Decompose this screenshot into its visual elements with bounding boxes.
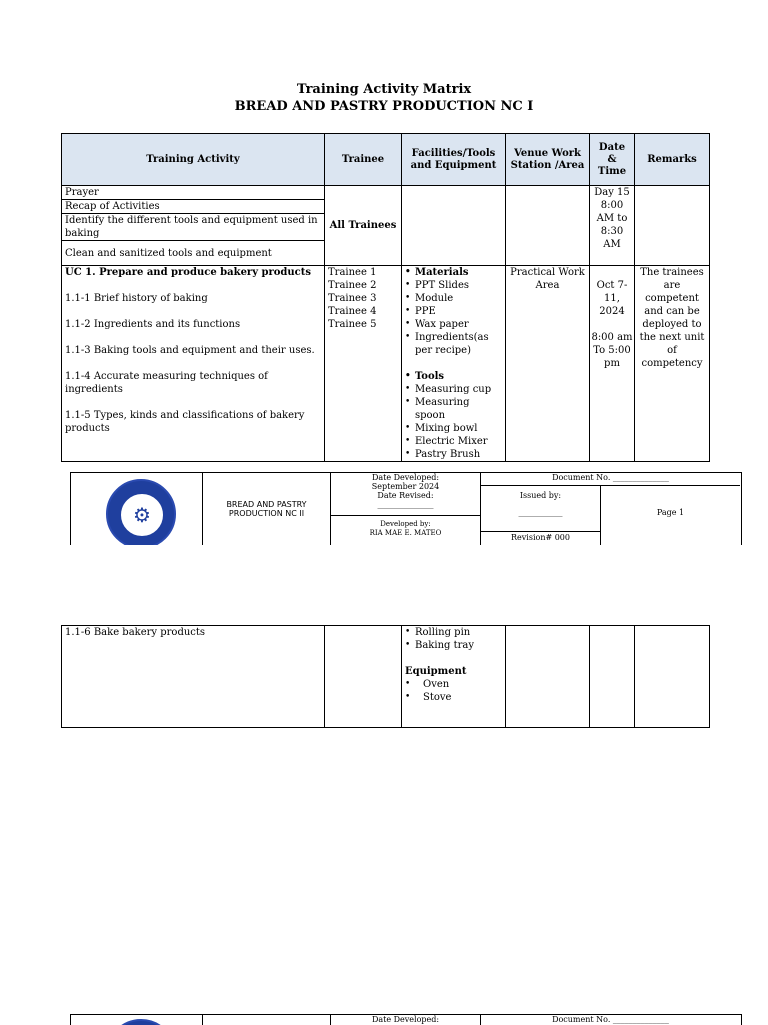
document-subtitle: BREAD AND PASTRY PRODUCTION NC I [234,99,534,114]
bake-trainee-cell [325,626,402,728]
material-item: • PPE [405,305,502,318]
footer-date-cell [331,473,481,545]
equipment-list [405,678,502,704]
material-item: • Ingredients(as per recipe) [405,331,502,357]
uc1-item: 1.1-2 Ingredients and its functions [65,319,241,330]
issued-by-label: Issued by: [519,491,562,500]
material-item: • PPT Slides [405,279,502,292]
equipment-item: • Stove [405,691,502,704]
uc1-trainees-cell [325,266,402,462]
revision-number: Revision# 000 [511,533,570,542]
page-footer-2 [70,1014,742,1025]
date-revised-label: Date Revised: [377,491,434,500]
uc1-item: 1.1-4 Accurate measuring techniques of ingredients [65,371,268,395]
tool-item: • Baking tray [405,639,502,652]
header-remarks: Remarks [635,134,710,186]
uc1-date-range: Oct 7-11, 2024 [596,280,628,317]
intro-facilities-cell [402,186,506,266]
footer-doc-cell [481,473,740,545]
trainee-name: Trainee 4 [328,306,377,317]
tools-label: • Tools [405,370,502,383]
tool-item: • Rolling pin [405,626,502,639]
header-training-activity: Training Activity [62,134,325,186]
developed-by: RIA MAE E. MATEO [369,529,442,537]
tool-item: • Pastry Brush [405,448,502,461]
table-row [62,186,710,200]
trainee-name: Trainee 5 [328,319,377,330]
date-developed: September 2024 [371,482,440,491]
bake-venue-cell [506,626,590,728]
training-matrix-continued [61,625,710,728]
table-row [62,266,710,462]
institute-logo [106,1019,176,1025]
activity-prayer: Prayer [62,186,325,200]
windmill-icon: ⚙ [133,503,151,527]
header-trainee: Trainee [325,134,402,186]
document-title: Training Activity Matrix [296,82,472,97]
footer-logo-cell [71,473,203,545]
equipment-item: • Oven [405,678,502,691]
activity-clean-tools: Clean and sanitized tools and equipment [62,241,325,266]
tool-item: • Electric Mixer [405,435,502,448]
activity-bake: 1.1-6 Bake bakery products [62,626,325,728]
materials-label: • Materials [405,266,502,279]
tools-list [405,370,502,461]
issued-by-blank: ___________ [518,508,563,517]
uc1-title: UC 1. Prepare and produce bakery products [65,267,312,278]
table-row [62,626,710,728]
page-footer [70,472,742,545]
uc1-facilities-cell [402,266,506,462]
table-header-row [62,134,710,186]
bake-remarks-cell [635,626,710,728]
uc1-item: 1.1-1 Brief history of baking [65,293,208,304]
trainee-name: Trainee 2 [328,280,377,291]
intro-date-cell: Day 15 8:00 AM to 8:30 AM [590,186,635,266]
bake-date-cell [590,626,635,728]
material-item: • Module [405,292,502,305]
document-no: Document No. ______________ [481,473,740,486]
footer-program: BREAD AND PASTRY PRODUCTION NC II [203,473,331,545]
header-date-time: Date & Time [590,134,635,186]
document-no: Document No. ______________ [552,1015,669,1024]
training-matrix-table [61,133,710,462]
all-trainees-cell: All Trainees [325,186,402,266]
page-number: Page 1 [656,508,685,517]
tools-list [405,626,502,652]
uc1-venue-cell: Practical Work Area [506,266,590,462]
tool-item: • Measuring spoon [405,396,502,422]
bake-facilities-cell [402,626,506,728]
tool-item: • Mixing bowl [405,422,502,435]
uc1-item: 1.1-5 Types, kinds and classifications of bakery products [65,410,305,434]
institute-logo [106,479,176,545]
trainee-name: Trainee 1 [328,267,377,278]
developed-by-label: Developed by: [380,520,431,528]
activity-identify-tools: Identify the different tools and equipment used in baking [62,214,325,241]
uc1-remarks-cell: The trainees are competent and can be deployed to the next unit of competency [635,266,710,462]
uc1-activity-cell [62,266,325,462]
date-revised-blank: ______________ [377,500,434,509]
material-item: • Wax paper [405,318,502,331]
intro-remarks-cell [635,186,710,266]
activity-recap: Recap of Activities [62,200,325,214]
equipment-label: Equipment [405,666,467,677]
uc1-item: 1.1-3 Baking tools and equipment and their uses. [65,345,315,356]
uc1-time-range: 8:00 am To 5:00 pm [591,332,633,369]
tool-item: • Measuring cup [405,383,502,396]
header-venue: Venue Work Station /Area [506,134,590,186]
date-developed-label: Date Developed: [371,473,440,482]
date-developed-label: Date Developed: [371,1015,440,1024]
trainee-name: Trainee 3 [328,293,377,304]
header-facilities: Facilities/Tools and Equipment [402,134,506,186]
uc1-date-cell [590,266,635,462]
materials-list [405,266,502,357]
intro-venue-cell [506,186,590,266]
